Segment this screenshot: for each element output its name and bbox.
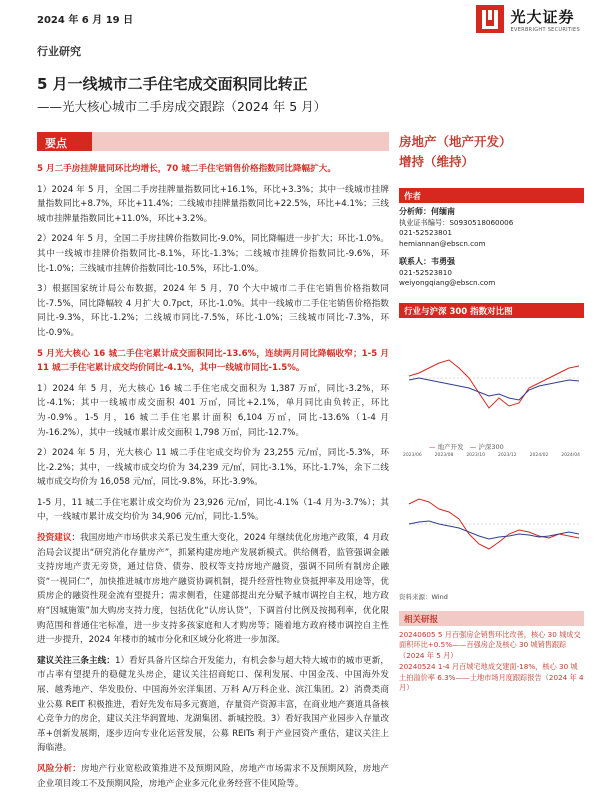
legend-a: 地产开发 [437, 442, 464, 451]
analyst-email[interactable]: hemiannan@ebscn.com [399, 238, 486, 248]
related-list [399, 626, 584, 695]
chart-legend: — 地产开发 — 沪深300 [429, 442, 504, 451]
summary-body [37, 162, 389, 797]
x-tick: 2023/08 [434, 452, 454, 458]
sector-label: 房地产（地产开发） [399, 134, 512, 149]
related-item[interactable]: 20240524 1-4 月百城宅地成交建面-18%，核心 30 城土拍溢价率 6.3%——土地市场月度跟踪报告（2024 年 4 月） [399, 661, 584, 693]
watch-label: 建议关注三条主线： [37, 655, 115, 666]
watch-lines [37, 654, 389, 756]
paragraph-2: 2）2024 年 5 月，全国二手房挂牌价指数同比-9.0%，同比降幅进一步扩大；环比-1.0%。其中一线城市挂牌价指数同比-8.1%，环比-1.3%；二线城市挂牌价指数同比-9.6%，环比-1.0%；三线城市挂牌价指数同比-10.5%，环比-1.0%。 [37, 234, 389, 274]
highlight-2: 5 月光大核心 16 城二手住宅累计成交面积同比-13.6%，连续两月同比降幅收窄；1-5 月 11 城二手住宅累计成交均价同比-4.1%，其中一线城市同比-1.5%。 [37, 348, 389, 374]
paragraph-1: 1）2024 年 5 月，全国二手房挂牌量指数同比+16.1%，环比+3.3%；其中一线城市挂牌量指数同比+8.7%，环比+11.4%；二线城市挂牌量指数同比+22.5%，环比+4.1%；三线城市挂牌量指数同比+11.0%，环比+3.2%。 [37, 184, 389, 224]
chart-lines [399, 318, 584, 438]
series-b-line [409, 378, 579, 400]
legend-b: 沪深300 [478, 442, 504, 451]
x-tick: 2023/12 [497, 452, 517, 458]
paragraph-5: 2）2024 年 5 月，光大核心 11 城二手住宅成交均价为 23,255 元/㎡，同比-5.3%，环比-2.2%；其中，一线城市成交均价为 34,239 元/㎡，同比-3.1%，环比-1.7%，余下二线城市成交均价为 16,058 元/㎡，同比-9.8%，环比-3.9%。 [37, 448, 389, 488]
x-tick: 2024/04 [561, 452, 580, 458]
highlight-1: 5 月二手房挂牌量同环比均增长，70 城二手住宅销售价格指数同比降幅扩大。 [37, 164, 336, 174]
risk-label: 风险分析： [37, 763, 82, 774]
series-a-line [409, 360, 579, 408]
x-tick: 2024/02 [529, 452, 549, 458]
related-item[interactable]: 20240605 5 月百强房企销售环比改善，核心 30 城成交面积环比+0.5%——百强房企及核心 30 城销售跟踪（2024 年 5 月） [399, 629, 581, 661]
contact-name: 联系人：韦勇强 [399, 257, 455, 266]
index-comparison-chart [399, 318, 584, 601]
paragraph-4: 1）2024 年 5 月，光大核心 16 城二手住宅成交面积为 1,387 万㎡，同比-3.2%，环比-4.1%；其中一线城市成交面积 401 万㎡，同比+2.1%，单月同比由负转正，环比为-0.9%。1-5 月，16 城二手住宅累计面积 6,104 万㎡，同比-13.6%（1-4 月为-16.2%），其中一线城市累计成交面积 1,798 万㎡，同比-12.7%。 [37, 383, 389, 438]
summary-tab: 要点 [37, 132, 92, 151]
chart-source: 资料来源：Wind [399, 592, 448, 601]
report-type: 行业研究 [37, 45, 81, 58]
contact-phone: 021-52523810 [399, 267, 452, 277]
author-block [399, 203, 584, 289]
sidebar [399, 132, 584, 694]
page-subtitle: ——光大核心城市二手房成交跟踪（2024 年 5 月） [37, 99, 327, 114]
license-number: 执业证书编号：S0930518060006 [399, 217, 514, 227]
risk-text: 房地产行业宽松政策推进不及预期风险，房地产市场需求不及预期风险，房地产企业项目竣工不及预期风险，房地产企业多元化业务经营不佳风险等。 [37, 763, 389, 789]
x-axis [399, 451, 584, 458]
page-title: 5 月一线城市二手住宅成交面积同比转正 [37, 75, 308, 93]
related-header: 相关研报 [399, 611, 584, 626]
analyst-phone: 021-52523801 [399, 228, 452, 237]
report-date: 2024 年 6 月 19 日 [37, 15, 134, 26]
x-tick: 2023/10 [466, 452, 486, 458]
investment-text: 我国房地产市场供求关系已发生重大变化，2024 年继续优化房地产政策，4 月政治局会议提出“研究消化存量房产”，抓紧构建房地产发展新模式。供给侧看，监管强调金融支持房地产责无旁贷，通过信贷、债券、股权等支持房地产融资，强调不同所有制房企融资“一视同仁”，加快推进城市房地产融资协调机制，提升经营性物业贷抵押率及用途等，优质房企的融资性现金流有望提升；需求侧看，住建部提出充分赋予城市调控自主权，地方政府“因城施策”加大购房支持力度，包括优化“认房认贷”，下调首付比例及按揭利率，优化限购范围和普通住宅标准，进一步支持多孩家庭和人才购房等；随着地方政府楼市调控自主性进一步提升，2024 年楼市的城市分化和区域分化将进一步加深。 [37, 533, 389, 646]
brand-name-cn: 光大证券 [510, 7, 575, 26]
brand-logo [475, 4, 580, 34]
risk-analysis [37, 762, 389, 791]
investment-label: 投资建议： [37, 533, 81, 544]
investment-advice [37, 531, 389, 648]
chart-header: 行业与沪深 300 指数对比图 [399, 303, 584, 318]
chart-lines-2 [399, 464, 584, 584]
analyst-name: 分析师：何缅南 [399, 207, 455, 216]
x-tick: 2023/06 [403, 452, 422, 458]
paragraph-3: 3）根据国家统计局公布数据，2024 年 5 月，70 个大中城市二手住宅销售价格指数同比-7.5%，同比降幅较 4 月扩大 0.7pct，环比-1.0%。其中一线城市二手住宅销售价格指数同比-9.3%，环比-1.2%；二线城市同比-7.5%，环比-1.0%；三线城市同比-7.3%，环比-0.9%。 [37, 284, 389, 338]
paragraph-6: 1-5 月，11 城二手住宅累计成交均价为 23,926 元/㎡，同比-4.1%（1-4 月为-3.7%）；其中，一线城市累计成交均价为 34,906 元/㎡，同比-1.5%。 [37, 497, 389, 523]
watch-text: 1）看好具备片区综合开发能力，有机会参与超大特大城市的城市更新，市占率有望提升的稳健龙头房企，建议关注招商蛇口、保利发展、中国金茂、中国海外发展、越秀地产、华发股份、中国海外宏洋集团、万科 A/万科企业、滨江集团。2）消费类商业公募 REIT 积极推进，看好先发布局多元赛道，存量资产资源丰富，在商业地产赛道具备核心竞争力的房企，建议关注华润置地、龙湖集团、新城控股。3）看好我国产业园步入存量改革+创新发展期，逐步迈向专业化运营发展，公募 REITs 利于产业园资产重估，建议关注上海临港。 [37, 655, 389, 754]
rating-label: 增持（维持） [399, 154, 475, 169]
brand-name-en: EVERBRIGHT SECURITIES [510, 26, 580, 33]
author-header: 作者 [399, 188, 584, 203]
everbright-logo-icon [475, 4, 505, 34]
contact-email[interactable]: weiyongqiang@ebscn.com [399, 278, 496, 287]
